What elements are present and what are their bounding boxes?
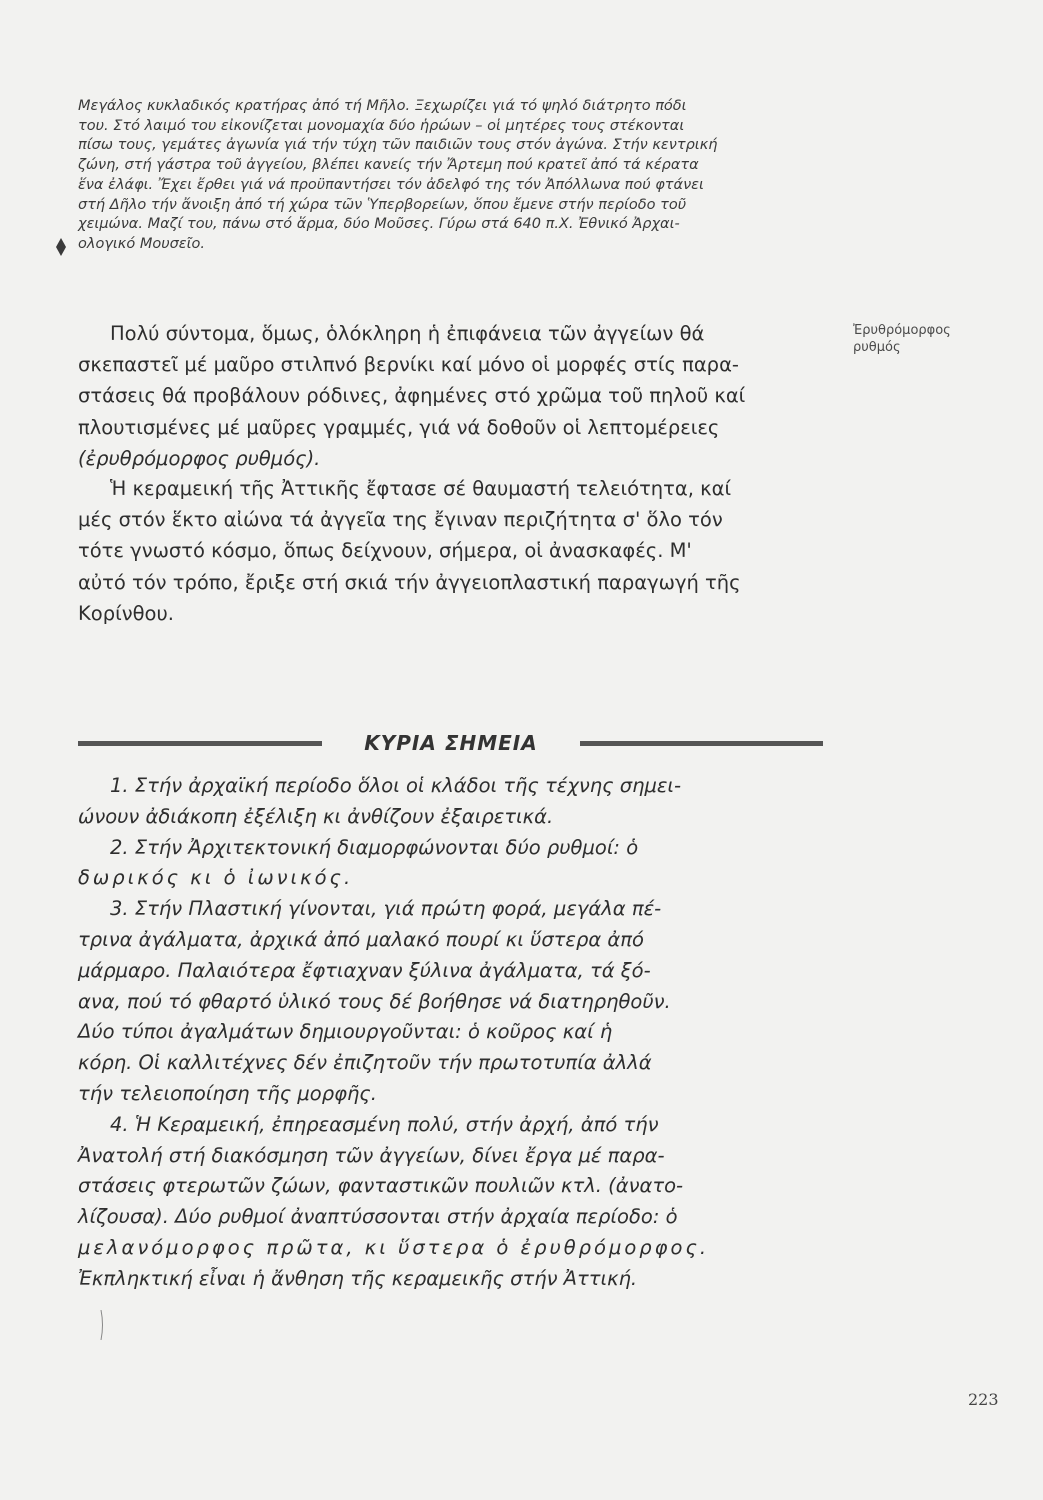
key-point-line: ανα, πού τό φθαρτό ὑλικό τους δέ βοήθησε νά διατηρηθοῦν. <box>78 989 671 1013</box>
paragraph-line: Κορίνθου. <box>78 601 174 625</box>
caption-marker-icon <box>56 238 66 256</box>
key-point-line: τρινα ἀγάλματα, ἀρχικά ἀπό μαλακό πουρί κι ὕστερα ἀπό <box>78 927 644 951</box>
margin-note-line: ρυθμός <box>853 340 901 355</box>
key-point-line: 2. Στήν Ἀρχιτεκτονική διαμορφώνονται δύο ρυθμοί: ὁ <box>110 835 639 859</box>
key-point-line: λίζουσα). Δύο ρυθμοί ἀναπτύσσονται στήν ἀρχαία περίοδο: ὁ <box>78 1205 678 1229</box>
caption-line: ζώνη, στή γάστρα τοῦ ἀγγείου, βλέπει κανείς τήν Ἄρτεμη πού κρατεῖ ἀπό τά κέρατα <box>78 157 699 174</box>
paragraph-line: πλουτισμένες μέ μαῦρες γραμμές, γιά νά δοθοῦν οἱ λεπτομέρειες <box>78 415 720 439</box>
caption-line: στή Δῆλο τήν ἄνοιξη ἀπό τή χώρα τῶν Ὑπερβορείων, ὅπου ἔμενε στήν περίοδο τοῦ <box>78 196 687 213</box>
paragraph-line: σκεπαστεῖ μέ μαῦρο στιλπνό βερνίκι καί μόνο οἱ μορφές στίς παρα- <box>78 353 739 377</box>
key-points-heading: ΚΥΡΙΑ ΣΗΜΕΙΑ <box>364 731 538 755</box>
key-point-line: δωρικός κι ὁ ἰωνικός. <box>78 866 354 890</box>
heading-rule-left <box>78 741 322 746</box>
key-point-line: Δύο τύποι ἀγαλμάτων δημιουργοῦνται: ὁ κοῦρος καί ἡ <box>78 1020 613 1044</box>
paragraph-line: μές στόν ἕκτο αἰώνα τά ἀγγεῖα της ἔγιναν περιζήτητα σ' ὅλο τόν <box>78 508 723 532</box>
figure-caption <box>78 97 840 255</box>
caption-line: ολογικό Μουσεῖο. <box>78 235 206 252</box>
caption-line: του. Στό λαιμό του εἰκονίζεται μονομαχία δύο ἡρώων – οἱ μητέρες τους στέκονται <box>78 117 685 134</box>
key-point-line: τήν τελειοποίηση τῆς μορφῆς. <box>78 1081 377 1105</box>
key-point-line: 4. Ἡ Κεραμεική, ἐπηρεασμένη πολύ, στήν ἀρχή, ἀπό τήν <box>110 1112 659 1136</box>
key-point-line: Ἐκπληκτική εἶναι ἡ ἄνθηση τῆς κεραμεικῆς στήν Ἀττική. <box>78 1266 638 1290</box>
key-point-line: 1. Στήν ἀρχαϊκή περίοδο ὅλοι οἱ κλάδοι τῆς τέχνης σημει- <box>110 774 682 797</box>
paragraph-line: τότε γνωστό κόσμο, ὅπως δείχνουν, σήμερα, οἱ ἀνασκαφές. Μ' <box>78 539 692 563</box>
paragraph-red-figure <box>78 318 823 474</box>
key-point-line: μελανόμορφος πρῶτα, κι ὕστερα ὁ ἐρυθρόμορφος. <box>78 1235 710 1259</box>
margin-mark-icon <box>100 1310 104 1340</box>
paragraph-line: (ἐρυθρόμορφος ρυθμός). <box>78 446 321 470</box>
paragraph-line: αὐτό τόν τρόπο, ἔριξε στή σκιά τήν ἀγγειοπλαστική παραγωγή τῆς <box>78 570 741 594</box>
caption-line: Μεγάλος κυκλαδικός κρατήρας ἀπό τή Μῆλο. Ξεχωρίζει γιά τό ψηλό διάτρητο πόδι <box>78 98 687 114</box>
paragraph-line: Πολύ σύντομα, ὅμως, ὁλόκληρη ἡ ἐπιφάνεια τῶν ἀγγείων θά <box>110 322 705 345</box>
key-point-line: στάσεις φτερωτῶν ζώων, φανταστικῶν πουλιῶν κτλ. (ἀνατο- <box>78 1174 684 1198</box>
key-points-list <box>78 771 828 1295</box>
paragraph-line: Ἡ κεραμεική τῆς Ἀττικῆς ἔφτασε σέ θαυμαστή τελειότητα, καί <box>110 477 732 500</box>
heading-rule-right <box>580 741 823 746</box>
key-point-line: ώνουν ἀδιάκοπη ἐξέλιξη κι ἀνθίζουν ἐξαιρετικά. <box>78 804 554 828</box>
caption-line: πίσω τους, γεμάτες ἀγωνία γιά τήν τύχη τῶν παιδιῶν τους στόν ἀγώνα. Στήν κεντρική <box>78 137 718 154</box>
key-point-line: Ἀνατολή στή διακόσμηση τῶν ἀγγείων, δίνει ἔργα μέ παρα- <box>78 1143 665 1167</box>
key-point-line: μάρμαρο. Παλαιότερα ἔφτιαχναν ξύλινα ἀγάλματα, τά ξό- <box>78 958 651 982</box>
margin-note <box>853 322 1028 356</box>
caption-line: χειμώνα. Μαζί του, πάνω στό ἅρμα, δύο Μοῦσες. Γύρω στά 640 π.Χ. Ἐθνικό Ἀρχαι- <box>78 216 680 233</box>
caption-line: ἕνα ἐλάφι. Ἔχει ἔρθει γιά νά προϋπαντήσει τόν ἀδελφό της τόν Ἀπόλλωνα πού φτάνει <box>78 176 704 193</box>
page-number: 223 <box>968 1390 999 1409</box>
key-point-line: κόρη. Οἱ καλλιτέχνες δέν ἐπιζητοῦν τήν πρωτοτυπία ἀλλά <box>78 1051 652 1075</box>
margin-note-line: Ἐρυθρόμορφος <box>853 323 951 338</box>
paragraph-line: στάσεις θά προβάλουν ρόδινες, ἀφημένες στό χρῶμα τοῦ πηλοῦ καί <box>78 384 746 408</box>
paragraph-attic-ceramics <box>78 473 823 629</box>
key-point-line: 3. Στήν Πλαστική γίνονται, γιά πρώτη φορά, μεγάλα πέ- <box>110 897 662 921</box>
